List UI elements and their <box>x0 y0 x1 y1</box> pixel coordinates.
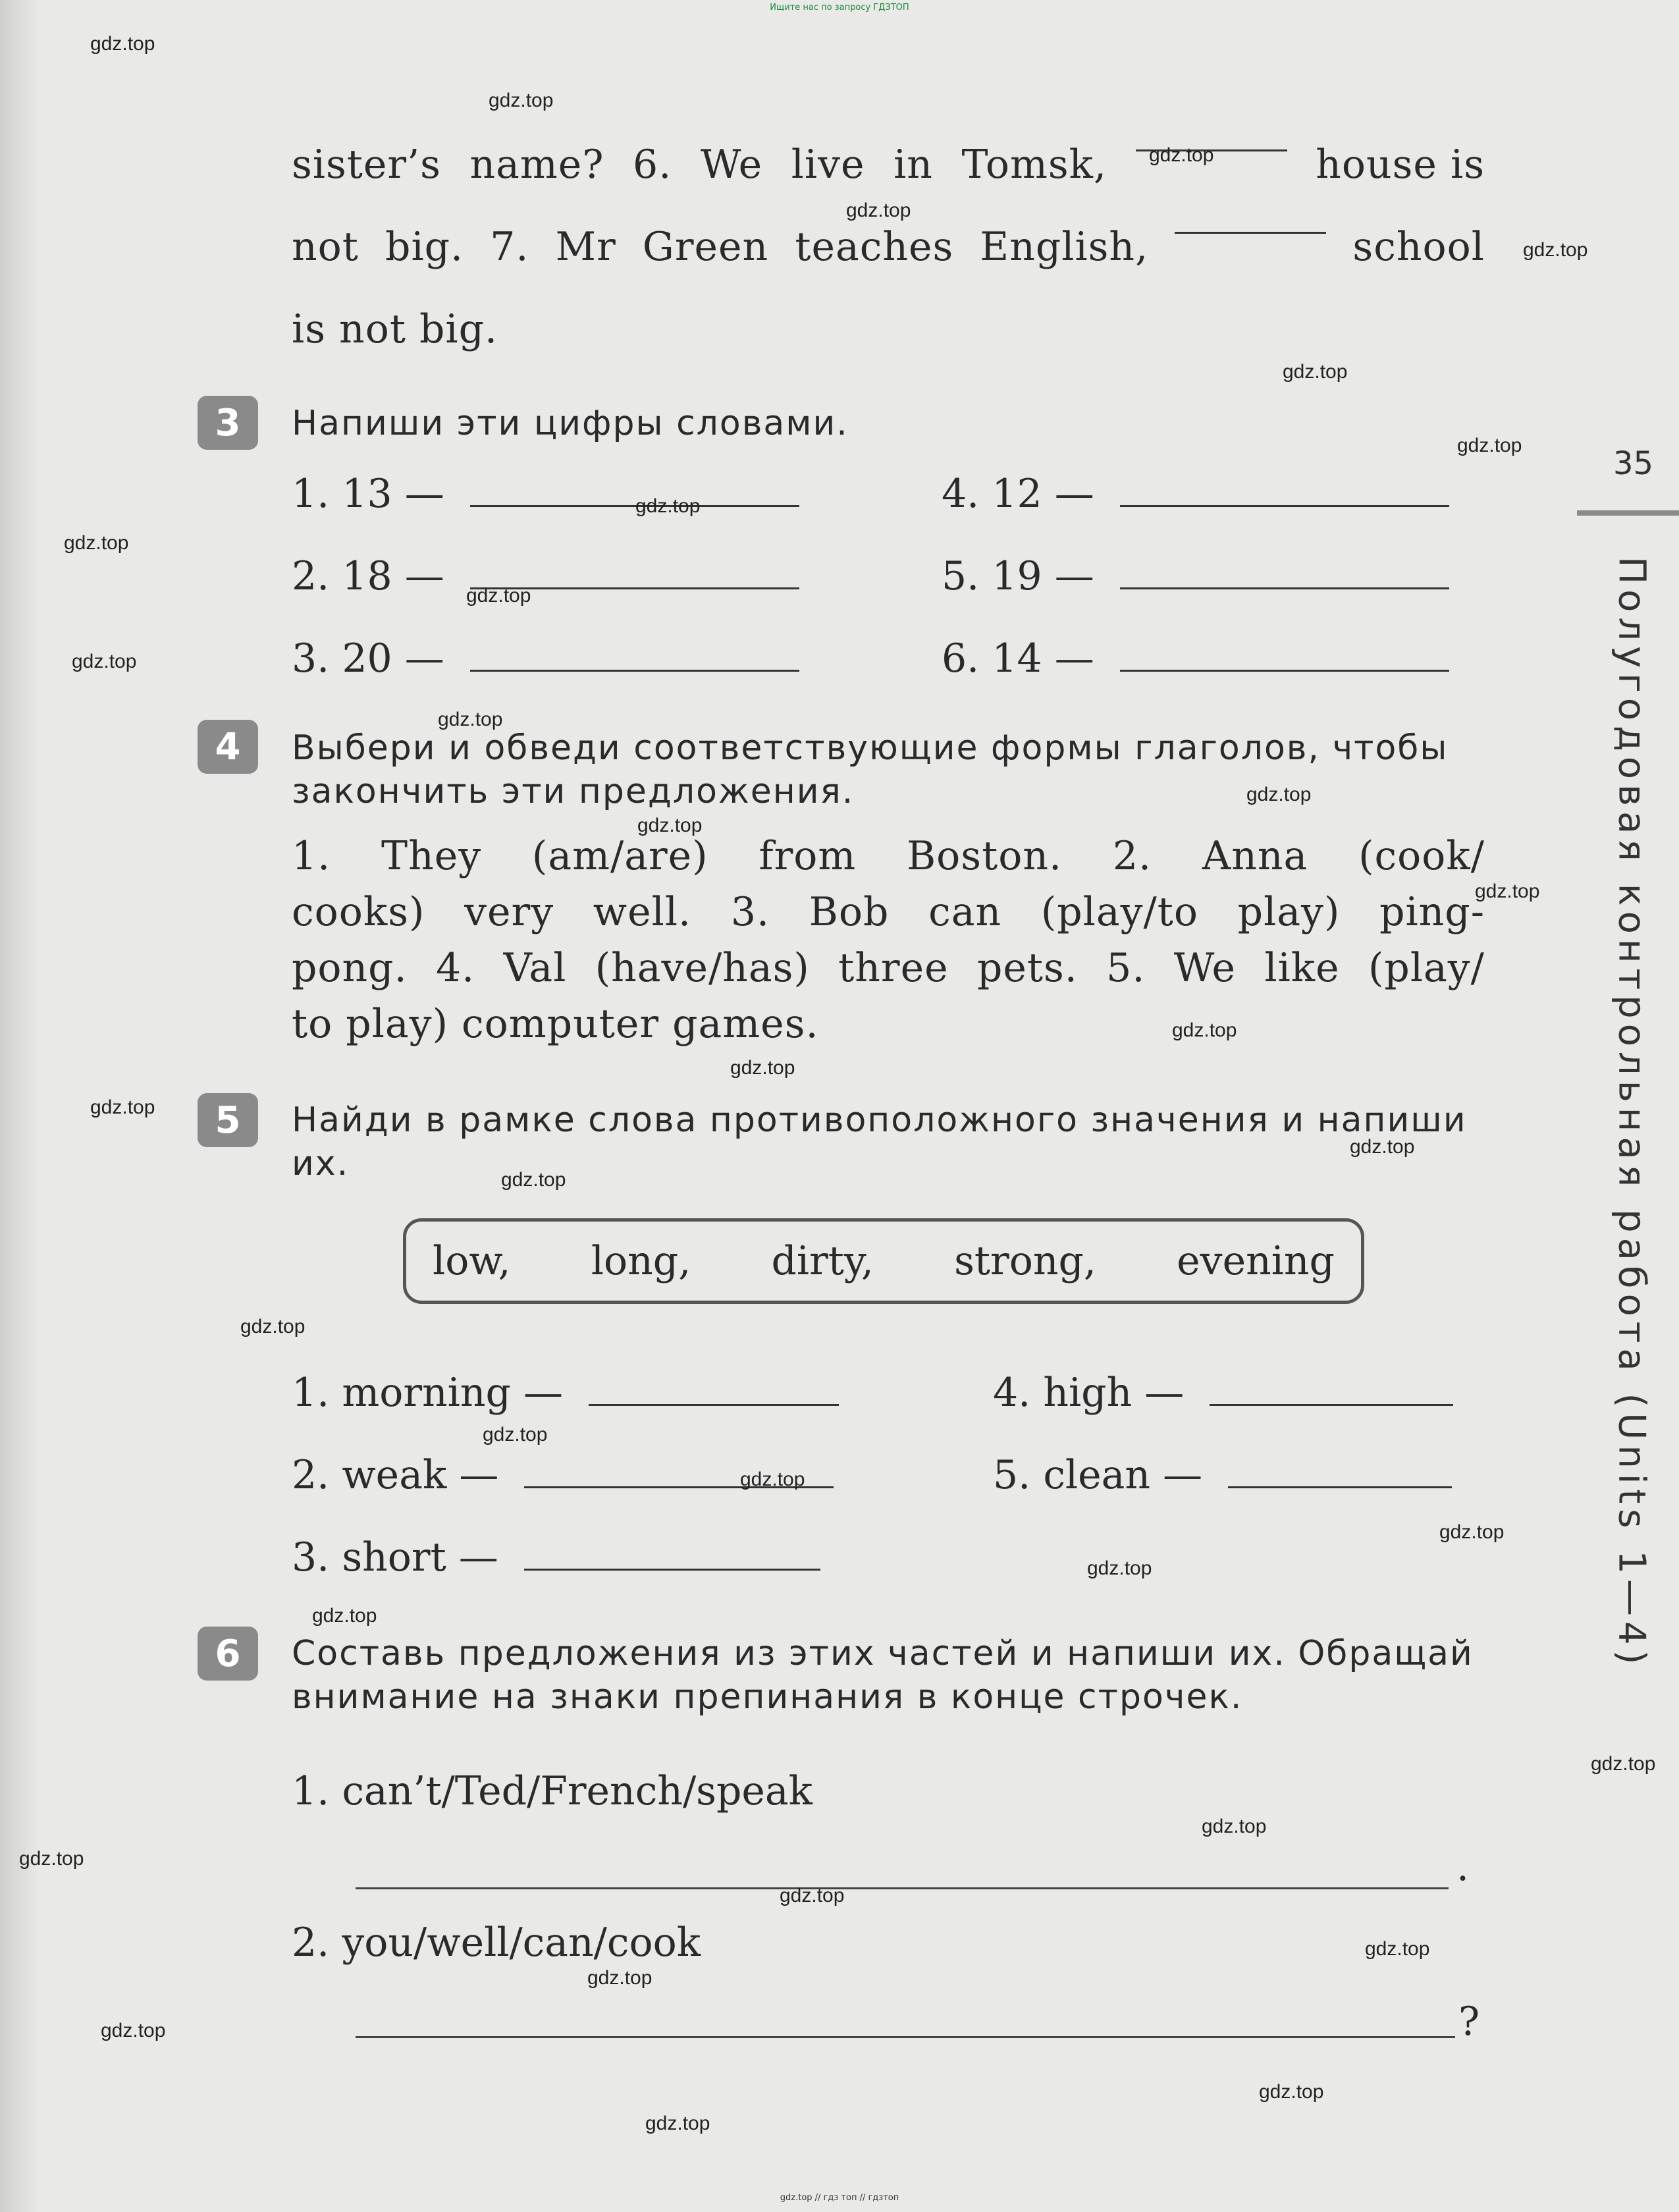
answer-blank[interactable] <box>470 497 799 507</box>
task-5-item-4: 4. high — <box>993 1370 1453 1416</box>
watermark: gdz.top <box>72 651 137 672</box>
watermark: gdz.top <box>1172 1019 1237 1041</box>
watermark: gdz.top <box>483 1424 548 1445</box>
end-punctuation: . <box>1456 1844 1470 1890</box>
watermark: gdz.top <box>780 1885 845 1906</box>
page-number-rule <box>1577 510 1679 516</box>
verb-choice[interactable]: (am/are) <box>531 833 708 879</box>
watermark: gdz.top <box>730 1057 795 1079</box>
verb-choice[interactable]: play) <box>1237 889 1341 935</box>
watermark: gdz.top <box>635 495 701 517</box>
word-box <box>403 1218 1364 1304</box>
watermark: gdz.top <box>637 815 703 836</box>
watermark: gdz.top <box>101 2020 166 2041</box>
task-5-item-5: 5. clean — <box>993 1452 1452 1498</box>
watermark: gdz.top <box>1457 435 1522 456</box>
watermark: gdz.top <box>587 1967 653 1989</box>
task-6-instruction: Составь предложения из этих частей и напиши их. Обращай внимание на знаки препинания в конце строчек. <box>292 1634 1474 1717</box>
end-punctuation: ? <box>1458 1999 1480 2045</box>
watermark: gdz.top <box>740 1469 805 1490</box>
task-4-instruction: Выбери и обведи соответствующие формы глаголов, чтобы закончить эти предложения. <box>292 728 1449 811</box>
watermark: gdz.top <box>240 1316 306 1337</box>
task-4-line-2: cooks) very well. 3. Bob can (play/to play) ping- <box>292 889 1485 935</box>
watermark: gdz.top <box>466 585 531 607</box>
watermark: gdz.top <box>501 1169 566 1191</box>
word-box-item: dirty, <box>771 1238 874 1284</box>
answer-blank[interactable] <box>1175 224 1326 234</box>
page-edge-shadow <box>0 0 40 2212</box>
watermark: gdz.top <box>438 709 503 730</box>
answer-line[interactable] <box>356 2036 1455 2038</box>
watermark: gdz.top <box>19 1848 84 1870</box>
verb-choice[interactable]: (have/has) <box>595 945 810 991</box>
verb-choice[interactable]: (play/ <box>1368 945 1485 991</box>
answer-blank[interactable] <box>589 1396 839 1406</box>
continuation-line-3: is not big. <box>292 306 498 352</box>
watermark: gdz.top <box>1246 784 1312 805</box>
task-6-badge: 6 <box>198 1627 258 1681</box>
watermark: gdz.top <box>90 1096 155 1118</box>
task-5-item-1: 1. morning — <box>292 1370 839 1416</box>
watermark: gdz.top <box>1475 880 1540 902</box>
task-5-item-3: 3. short — <box>292 1534 820 1580</box>
task-6-item-1: 1. can’t/Ted/French/speak <box>292 1768 813 1814</box>
task-5-instruction: Найди в рамке слова противоположного значения и напиши их. <box>292 1100 1467 1183</box>
answer-blank[interactable] <box>1120 662 1449 672</box>
watermark: gdz.top <box>1149 144 1214 166</box>
word-box-item: evening <box>1177 1238 1335 1284</box>
watermark: gdz.top <box>1365 1938 1430 1960</box>
watermark: gdz.top <box>90 33 155 55</box>
answer-blank[interactable] <box>524 1561 820 1571</box>
answer-blank[interactable] <box>1120 580 1449 589</box>
top-note: Ищите нас по запросу ГДЗТОП <box>770 3 909 13</box>
answer-blank[interactable] <box>1228 1478 1452 1488</box>
watermark: gdz.top <box>1283 361 1348 383</box>
side-title: Полугодовая контрольная работа (Units 1—4) <box>1610 556 1653 1670</box>
watermark: gdz.top <box>1350 1136 1415 1158</box>
task-4-line-4: to play) computer games. <box>292 1001 819 1047</box>
answer-line[interactable] <box>356 1887 1449 1889</box>
word-box-item: long, <box>591 1238 691 1284</box>
verb-choice[interactable]: (play/to <box>1040 889 1198 935</box>
watermark: gdz.top <box>1087 1557 1152 1579</box>
task-3-badge: 3 <box>198 396 258 450</box>
task-5-item-2: 2. weak — <box>292 1452 834 1498</box>
watermark: gdz.top <box>1202 1816 1267 1837</box>
task-4-badge: 4 <box>198 720 258 774</box>
continuation-line-1: sister’s name? 6. We live in Tomsk, house is <box>292 142 1485 188</box>
page-number: 35 <box>1613 445 1654 482</box>
answer-blank[interactable] <box>1120 497 1449 507</box>
task-3-item-6: 6. 14 — <box>942 635 1449 682</box>
task-4-line-3: pong. 4. Val (have/has) three pets. 5. We like (play/ <box>292 945 1485 991</box>
watermark: gdz.top <box>645 2113 710 2134</box>
watermark: gdz.top <box>1259 2081 1324 2103</box>
task-3-item-3: 3. 20 — <box>292 635 799 682</box>
watermark: gdz.top <box>1523 239 1588 261</box>
bottom-note: gdz.top // гдз топ // гдзтоп <box>780 2193 899 2203</box>
task-3-item-2: 2. 18 — <box>292 553 799 599</box>
word-box-item: strong, <box>954 1238 1096 1284</box>
task-3-item-5: 5. 19 — <box>942 553 1449 599</box>
watermark: gdz.top <box>846 200 911 221</box>
task-3-item-4: 4. 12 — <box>942 471 1449 517</box>
task-4-line-1: 1. They (am/are) from Boston. 2. Anna (cook/ <box>292 833 1485 879</box>
continuation-line-2: not big. 7. Mr Green teaches English, school <box>292 224 1485 270</box>
answer-blank[interactable] <box>470 662 799 672</box>
answer-blank[interactable] <box>1210 1396 1453 1406</box>
watermark: gdz.top <box>1439 1521 1505 1543</box>
watermark: gdz.top <box>489 90 554 111</box>
word-box-item: low, <box>433 1238 511 1284</box>
watermark: gdz.top <box>312 1605 377 1627</box>
task-3-instruction: Напиши эти цифры словами. <box>292 404 849 443</box>
task-3-item-1: 1. 13 — <box>292 471 799 517</box>
watermark: gdz.top <box>1591 1753 1656 1775</box>
verb-choice[interactable]: (cook/ <box>1358 833 1485 879</box>
verb-choice[interactable]: cooks) <box>292 889 425 935</box>
task-5-badge: 5 <box>198 1093 258 1147</box>
watermark: gdz.top <box>64 532 129 554</box>
task-6-item-2: 2. you/well/can/cook <box>292 1920 701 1966</box>
